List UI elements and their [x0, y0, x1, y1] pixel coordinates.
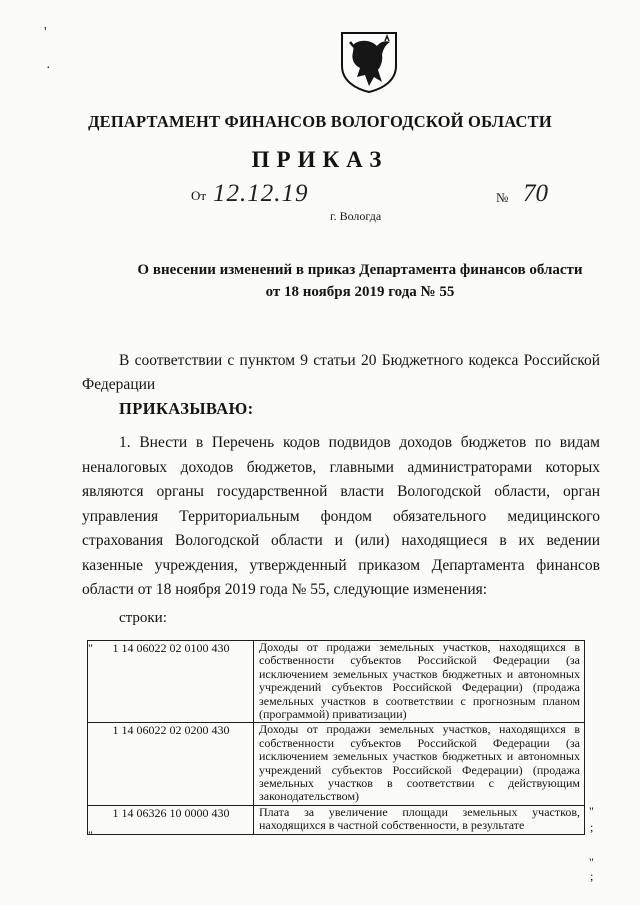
order-word: ПРИКАЗЫВАЮ: — [119, 399, 254, 418]
preamble-paragraph: В соответствии с пунктом 9 статьи 20 Бюджетного кодекса Российской Федерации — [82, 352, 600, 393]
description-cell: Доходы от продажи земельных участков, находящихся в собственности субъектов Российской Федерации (за исключением земельных участков бюджетных и автономных учреждений субъектов Российской Федерации) (продажа земельных участков в соответствии с действующим законодательством) — [254, 723, 585, 805]
semicolon: ; — [590, 869, 594, 883]
close-quote: " — [589, 804, 594, 818]
date-label: От — [191, 188, 207, 203]
subject-line: от 18 ноября 2019 года № 55 — [265, 284, 455, 300]
table-row — [88, 805, 585, 834]
document-subject — [120, 259, 600, 303]
number-label: № — [496, 190, 509, 205]
income-codes-table — [87, 640, 585, 835]
close-quote: " — [589, 855, 594, 869]
semicolon: ; — [590, 820, 594, 834]
lines-label: строки: — [119, 610, 167, 626]
margin-mark: ' — [44, 25, 47, 40]
number-handwritten: 70 — [523, 180, 548, 207]
description-cell: Плата за увеличение площади земельных участков, находящихся в частной собственности, в результате — [254, 805, 585, 834]
open-quote: " — [88, 828, 93, 842]
department-title: ДЕПАРТАМЕНТ ФИНАНСОВ ВОЛОГОДСКОЙ ОБЛАСТИ — [88, 112, 552, 131]
item-1-paragraph: 1. Внести в Перечень кодов подвидов доходов бюджетов по видам неналоговых доходов бюджетов, главными администраторами которых являются органы государственной власти Вологодской области, орган управления Территориальным фондом обязательного медицинского страхования Вологодской области и (или) находящиеся в их ведении казенные учреждения, утвержденный приказом Департамента финансов области от 18 ноября 2019 года № 55, следующие изменения: — [82, 434, 600, 598]
coat-of-arms-emblem — [338, 30, 400, 94]
open-quote: " — [88, 641, 93, 655]
code-cell: 1 14 06022 02 0200 430 — [88, 723, 254, 805]
table-row — [88, 641, 585, 723]
table-row — [88, 723, 585, 805]
city-label: г. Вологда — [330, 209, 382, 223]
code-cell: 1 14 06326 10 0000 430 — [88, 805, 254, 834]
description-cell: Доходы от продажи земельных участков, находящихся в собственности субъектов Российской Федерации (за исключением земельных участков бюджетных и автономных учреждений субъектов Российской Федерации) (продажа земельных участков в соответствии с прогнозным планом (программой) приватизации) — [254, 641, 585, 723]
code-cell: 1 14 06022 02 0100 430 — [88, 641, 254, 723]
date-handwritten: 12.12.19 — [213, 180, 309, 207]
margin-mark: · — [46, 61, 51, 76]
document-type-title: ПРИКАЗ — [251, 147, 389, 172]
subject-line: О внесении изменений в приказ Департамента финансов области — [137, 262, 583, 278]
